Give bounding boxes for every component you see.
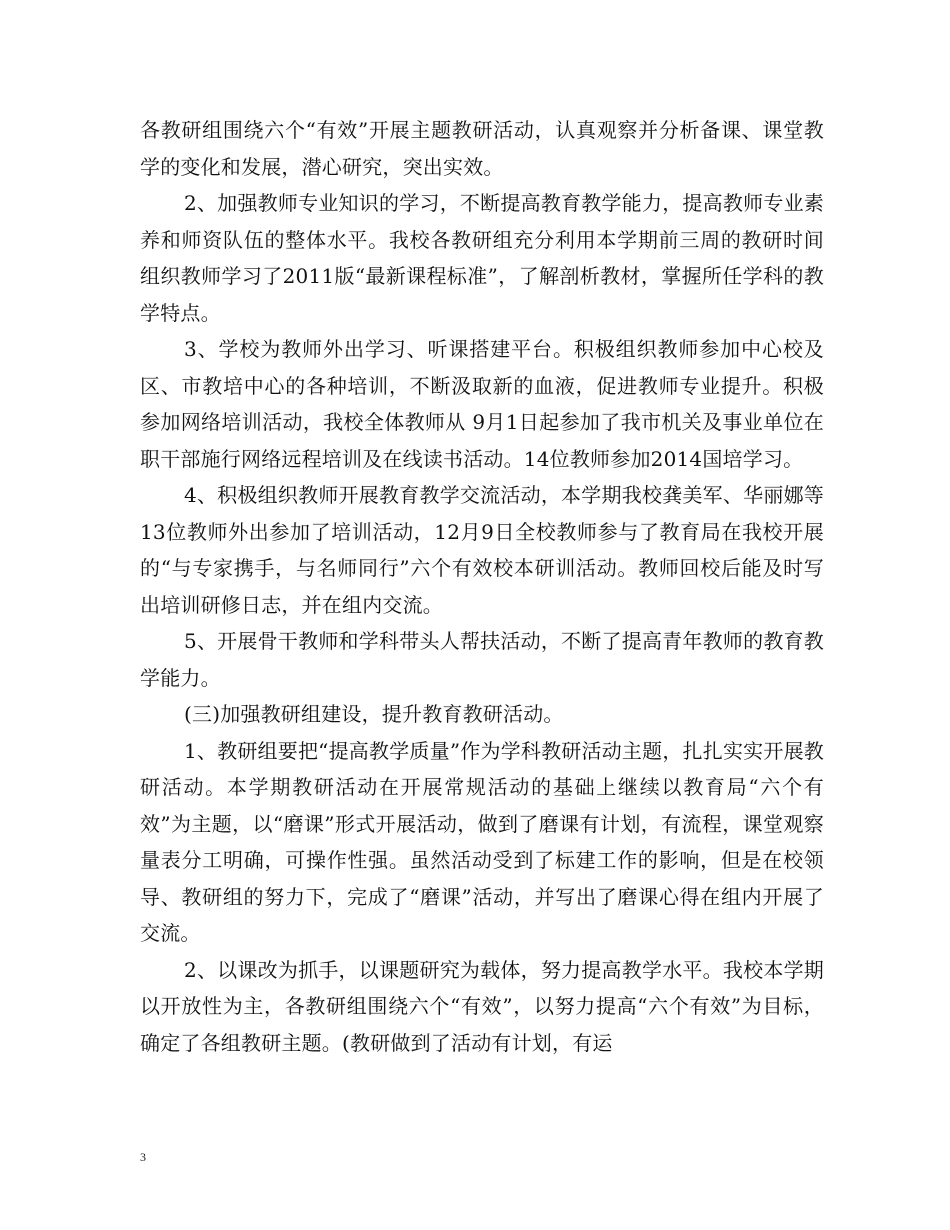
document-body [140, 112, 824, 1061]
paragraph-section3-item-1: 1、教研组要把“提高教学质量”作为学科教研活动主题，扎扎实实开展教研活动。本学期教研活动在开展常规活动的基础上继续以教育局“六个有效”为主题，以“磨课”形式开展活动，做到了磨课有计划，有流程，课堂观察量表分工明确，可操作性强。虽然活动受到了标建工作的影响，但是在校领导、教研组的努力下，完成了“磨课”活动，并写出了磨课心得在组内开展了交流。 [140, 738, 824, 945]
paragraph-item-4: 4、积极组织教师开展教育教学交流活动，本学期我校龚美军、华丽娜等13位教师外出参加了培训活动，12月9日全校教师参与了教育局在我校开展的“与专家携手，与名师同行”六个有效校本研训活动。教师回校后能及时写出培训研修日志，并在组内交流。 [140, 483, 824, 617]
paragraph-continuation: 各教研组围绕六个“有效”开展主题教研活动，认真观察并分析备课、课堂教学的变化和发展，潜心研究，突出实效。 [140, 118, 824, 179]
paragraph-item-3: 3、学校为教师外出学习、听课搭建平台。积极组织教师参加中心校及区、市教培中心的各种培训，不断汲取新的血液，促进教师专业提升。积极参加网络培训活动，我校全体教师从 9月1日起参加了我市机关及事业单位在职干部施行网络远程培训及在线读书活动。14位教师参加2014国培学习。 [140, 337, 824, 471]
paragraph-section3-item-2: 2、以课改为抓手，以课题研究为载体，努力提高教学水平。我校本学期以开放性为主，各教研组围绕六个“有效”，以努力提高“六个有效”为目标，确定了各组教研主题。(教研做到了活动有计划，有运 [140, 957, 824, 1055]
paragraph-item-2: 2、加强教师专业知识的学习，不断提高教育教学能力，提高教师专业素养和师资队伍的整体水平。我校各教研组充分利用本学期前三周的教研时间组织教师学习了2011版“最新课程标准”，了解剖析教材，掌握所任学科的教学特点。 [140, 191, 824, 325]
section-heading-3: (三)加强教研组建设，提升教育教研活动。 [184, 702, 564, 726]
page-number: 3 [140, 1150, 146, 1164]
paragraph-item-5: 5、开展骨干教师和学科带头人帮扶活动，不断了提高青年教师的教育教学能力。 [140, 629, 824, 690]
